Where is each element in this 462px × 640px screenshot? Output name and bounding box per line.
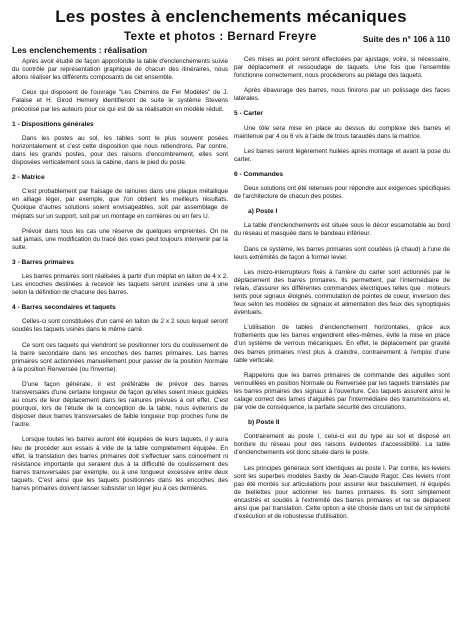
- paragraph: D'une façon générale, il est préférable de prévoir des barres transversales d'une certaine longueur de façon qu'elles soient mieux guidées au cours de leur déplacement dans les rainures prévues à cet effet. C'est pourquoi, lors de l'étude de la conception de la table, nous éviterons de disposer deux barres transversales de faible longueur trop proches l'une de l'autre.: [12, 380, 228, 429]
- section-heading: Les enclenchements : réalisation: [12, 46, 148, 55]
- paragraph: L'utilisation de tables d'enclenchement horizontales, grâce aux frottements que les barres engendrent elles-mêmes, évite la mise en place d'un système de verrous mécaniques. En effet, le déplacement par gravité des barres primaires n'est plus à craindre, contrairement à l'emploi d'une table verticale.: [234, 324, 450, 364]
- paragraph: Lorsque toutes les barres auront été équipées de leurs taquets, il y aura lieu de procéder aux essais à vide de la table complètement équipée. En effet, la translation des barres primaires doit s'effectuer sans coincement ni résistance importante qui seraient dus à la difficulté de coulissement des barres transversales par exemple, ou à une longueur excessive entre deux taquets. C'est ainsi que les taquets positionnés dans les encoches des barres primaires doivent laisser subsister un léger jeu à ces dernières.: [12, 436, 228, 493]
- subsection-heading: 5 - Carter: [234, 110, 263, 118]
- paragraph: Dans ce système, les barres primaires sont coudées (à chaud) à l'une de leurs extrémités de façon à former levier.: [234, 245, 450, 261]
- paragraph: C'est probablement par fraisage de rainures dans une plaque métallique en alliage léger, par exemple, que l'on obtient les meilleurs résultats. Quoique d'autres solutions soient envisageables, soit par assemblage de méplats sur un support, soit par un montage en cornières ou en fers U.: [12, 188, 228, 220]
- sub-subsection-heading: b) Poste II: [248, 419, 280, 427]
- paragraph: Après ébavurage des barres, nous finirons par un polissage des faces latérales.: [234, 87, 450, 103]
- subsection-heading: 2 - Matrice: [12, 174, 45, 182]
- series-reference: Suite des n° 106 à 110: [362, 34, 450, 44]
- paragraph: Ce sont ces taquets qui viendront se positionner lors du coulissement de la barre secondaire dans les encoches des barres primaires. Les barres primaires sont actionnées manuellement pour passer de la position Normale à la position Renversée (ou l'inverse).: [12, 341, 228, 373]
- right-column: [234, 56, 450, 636]
- paragraph: La table d'enclenchements est située sous le décor escamotable au bord du réseau et masquée dans le bandeau inférieur.: [234, 222, 450, 238]
- paragraph: Contrairement au poste I, celui-ci est du type au sol et disposé en bordure du réseau pour des raisons évidentes d'accessibilité. La table d'enclenchements est donc située dans le poste.: [234, 433, 450, 457]
- article-title: Les postes à enclenchements mécaniques: [55, 7, 407, 26]
- paragraph: Ceux qui disposent de l'ouvrage "Les Chemins de Fer Modèles" de J. Falaise et H. Girod Hemery identifieront de suite le système Stevens préconisé par les auteurs pour ce qui est de sa réalisation en modèle réduit.: [12, 89, 228, 113]
- article-byline: Texte et photos : Bernard Freyre: [124, 31, 317, 43]
- subsection-heading: 1 - Dispositions générales: [12, 120, 94, 128]
- paragraph: Deux solutions ont été retenues pour répondre aux exigences spécifiques de l'architecture de chacun des postes.: [234, 185, 450, 201]
- paragraph: Les barres seront légèrement huilées après montage et avant la pose du carter.: [234, 147, 450, 163]
- subsection-heading: 6 - Commandes: [234, 170, 284, 178]
- paragraph: Une tôle sera mise en place au dessus du complexe des barres et maintenue par 4 ou 6 vis à l'aide de trous taraudés dans la matrice.: [234, 124, 450, 140]
- left-column: [12, 46, 228, 636]
- paragraph: Prévoir dans tous les cas une réserve de quelques empreintes. On ne sait jamais, une modification du tracé des voies peut toujours intervenir par la suite.: [12, 227, 228, 251]
- paragraph: Dans les postes au sol, les tables sont le plus souvent posées horizontalement et c'est cette disposition que nous retiendrons. Par contre, dans les grands postes, pour des raisons d'encombrement, elles sont disposées verticalement sous la cabine, dans le pied du poste.: [12, 134, 228, 167]
- paragraph: Rappelons que les barres primaires de commande des aiguilles sont verrouillées en position Normale ou Renversée par les taquets translatés par les barres primaires des signaux à l'ouverture. Ces taquets assurent ainsi le calage correct des lames d'aiguilles par l'intermédiaire des transmissions et, par voie de conséquence, la parfaite sécurité des circulations.: [234, 371, 450, 412]
- paragraph: Après avoir étudié de façon approfondie la table d'enclenchements suivie du contrôle par représentation graphique de chacun des itinéraires, nous allons réaliser les différents composants de cet ensemble.: [12, 58, 228, 82]
- subsection-heading: 3 - Barres primaires: [12, 258, 74, 266]
- paragraph: Celles-ci sont constituées d'un carré en laiton de 2 x 2 sous lequel seront soudés les taquets usinés dans le même carré.: [12, 318, 228, 334]
- paragraph: Ces mises au point seront effectuées par ajustage, voire, si nécessaire, par déplacement et ressoudage de taquets. Une fois que l'ensemble fonctionne correctement, nous procéderons au piétage des taquets.: [234, 56, 450, 80]
- sub-subsection-heading: a) Poste I: [248, 208, 278, 216]
- subsection-heading: 4 - Barres secondaires et taquets: [12, 304, 116, 312]
- paragraph: Les principes généraux sont identiques au poste I. Par contre, les leviers sont les superbes modèles Saxby de Jean-Claude Ragot. Ces leviers n'ont pas été montés sur articulations pour assurer leur basculement, ni équipés de biellettes pour actionner les barres primaires. Ils sont simplement encastrés et soudés à l'extrémité des barres primaires et ne se déplacent ainsi que par translation. Cette option a été choisie dans un but de simplicité d'exécution et de robustesse d'utilisation.: [234, 464, 450, 521]
- paragraph: Les micro-interrupteurs fixés à l'arrière du carter sont actionnés par le déplacement des barres primaires. Ils permettent, par l'intermédiaire de relais, d'assurer les différentes commandes électriques telles que : moteurs lents pour signaux éloignés, commutation de pointes de coeur, inversion des feux selon les modèles de signaux et alimentation des feux des synoptiques éventuels.: [234, 268, 450, 317]
- paragraph: Les barres primaires sont réalisées à partir d'un méplat en laiton de 4 x 2. Les encoches destinées à recevoir les taquets seront usinées une à une selon la définition de chacune des barres.: [12, 272, 228, 297]
